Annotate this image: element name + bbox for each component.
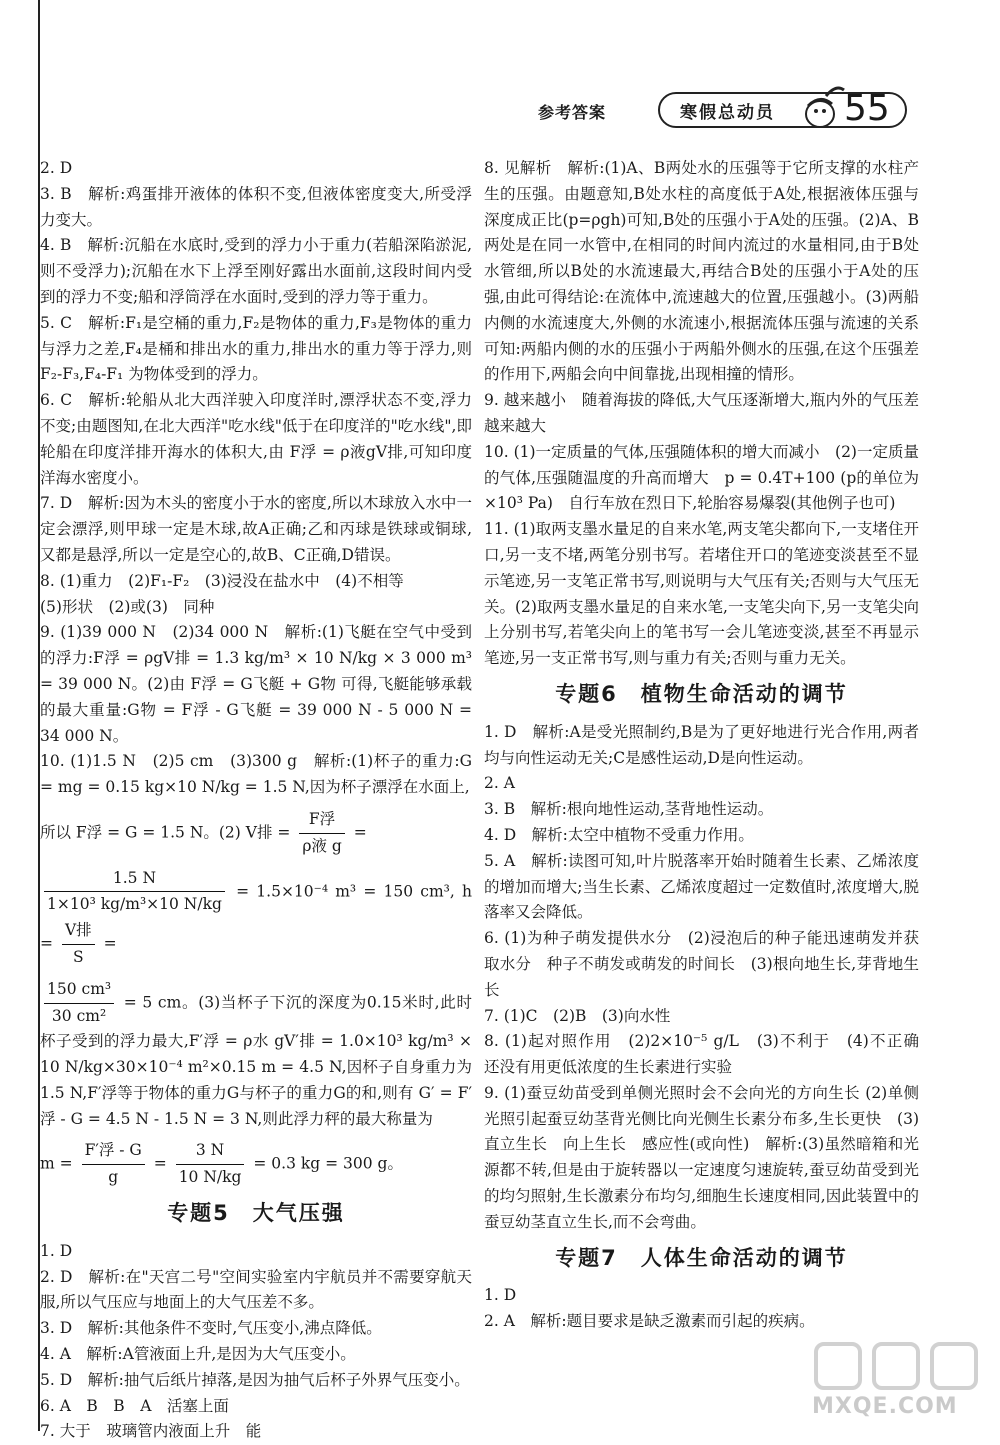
- answer-item: 9. 越来越小 随着海拔的降低,大气压逐渐增大,瓶内外的气压差越来越大: [484, 391, 919, 435]
- fraction-denominator: 1×10³ kg/m³×10 N/kg: [47, 895, 222, 914]
- right-column: [484, 156, 935, 1335]
- fraction-numerator: 3 N: [176, 1138, 245, 1165]
- answer-item: 2. D: [40, 159, 73, 177]
- answer-item: 6. A B B A 活塞上面: [40, 1396, 229, 1415]
- answer-item: 2. A: [484, 774, 515, 793]
- brand-title: 寒假总动员: [680, 103, 775, 123]
- answer-item: 1. D: [40, 1241, 73, 1260]
- left-column: [40, 156, 472, 1445]
- answer-item: (5)形状 (2)或(3) 同种: [40, 597, 215, 616]
- fraction: [62, 918, 95, 971]
- fraction: [299, 807, 344, 860]
- answer-item: 3. B 解析:根向地性运动,茎背地性运动。: [484, 800, 774, 819]
- answer-item: 5. A 解析:读图可知,叶片脱落率开始时随着生长素、乙烯浓度的增加而增大;当生长素、乙烯浓度超过一定数值时,浓度增大,脱落率又会降低。: [484, 851, 919, 922]
- watermark: [812, 1338, 992, 1426]
- fraction-denominator: 10 N/kg: [178, 1168, 242, 1187]
- answer-item: 7. 大于 玻璃管内液面上升 能: [40, 1422, 262, 1441]
- fraction: [176, 1138, 245, 1191]
- answer-item: 11. (1)取两支墨水量足的自来水笔,两支笔尖都向下,一支堵住开口,另一支不堵,两笔分别书写。若堵住开口的笔迹变淡甚至不显示笔迹,另一支笔正常书写,则说明与大气压有关;否则与大气压无关。(2)取两支墨水量足的自来水笔,一支笔尖向下,另一支笔尖向上分别书写,若笔尖向上的笔书写一会儿笔迹变淡,甚至不再显示笔迹,另一支正常书写,则与重力有关;否则与重力无关。: [484, 520, 919, 668]
- formula-line: [40, 977, 472, 1133]
- watermark-logo-icon: [812, 1338, 992, 1394]
- answer-item: 4. A 解析:A管液面上升,是因为大气压变小。: [40, 1345, 356, 1364]
- answer-item: 7. (1)C (2)B (3)向水性: [484, 1006, 671, 1025]
- fraction-numerator: 150 cm³: [44, 977, 114, 1004]
- answer-item: 6. C 解析:轮船从北大西洋驶入印度洋时,漂浮状态不变,浮力不变;由题图知,在北大西洋"吃水线"低于在印度洋的"吃水线",即轮船在印度洋排开海水的体积大,由 F浮 = ρ液gV排,可知印度洋海水密度小。: [40, 391, 472, 487]
- watermark-text: MXQE.COM: [812, 1394, 958, 1419]
- formula-text: m =: [40, 1154, 73, 1173]
- formula-text: = 1.5×10⁻⁴ m³ = 150 cm³, h =: [40, 881, 472, 953]
- page-number: 55: [844, 88, 890, 129]
- section-heading: 专题6 植物生命活动的调节: [555, 681, 848, 706]
- answer-item: 4. D 解析:太空中植物不受重力作用。: [484, 825, 754, 844]
- fraction-denominator: ρ液 g: [302, 836, 342, 855]
- answer-item: 1. D 解析:A是受光照制约,B是为了更好地进行光合作用,两者均与向性运动无关;C是感性运动,D是向性运动。: [484, 722, 919, 767]
- page-header: [538, 88, 918, 134]
- answer-item: 6. (1)为种子萌发提供水分 (2)浸泡后的种子能迅速萌发并获取水分 种子不萌发或萌发的时间长 (3)根向地生长,芽背地生长: [484, 929, 919, 999]
- fraction-numerator: F′浮 - G: [82, 1138, 145, 1165]
- answer-item: 8. (1)重力 (2)F₁-F₂ (3)浸没在盐水中 (4)不相等: [40, 571, 404, 590]
- formula-line: [40, 866, 472, 971]
- answer-item: 3. D 解析:其他条件不变时,气压变小,沸点降低。: [40, 1319, 382, 1338]
- fraction: [82, 1138, 145, 1191]
- answer-item: 8. (1)起对照作用 (2)2×10⁻⁵ g/L (3)不利于 (4)不正确 还没有用更低浓度的生长素进行实验: [484, 1032, 935, 1077]
- answer-item: 2. D 解析:在"天宫二号"空间实验室内宇航员并不需要穿航天服,所以气压应与地面上的大气压差不多。: [40, 1267, 472, 1312]
- answer-item: 9. (1)39 000 N (2)34 000 N 解析:(1)飞艇在空气中受到的浮力:F浮 = ρgV排 = 1.3 kg/m³ × 10 N/kg × 3 000 m³ = 39 000 N。(2)由 F浮 = G飞艇 + G物 可得,飞艇能够承载的最大重量:G物 = F浮 - G飞艇 = 39 000 N - 5 000 N = 34 000 N。: [40, 623, 472, 745]
- answer-item: 2. A 解析:题目要求是缺乏激素而引起的疾病。: [484, 1312, 815, 1331]
- answer-item: 5. D 解析:抽气后纸片掉落,是因为抽气后杯子外界气压变小。: [40, 1370, 470, 1389]
- answer-item: 3. B 解析:鸡蛋排开液体的体积不变,但液体密度变大,所受浮力变大。: [40, 184, 472, 229]
- fraction-denominator: S: [72, 947, 84, 966]
- formula-text: = 0.3 kg = 300 g。: [253, 1154, 403, 1173]
- fraction-numerator: V排: [62, 918, 95, 945]
- mascot-icon: [796, 82, 846, 132]
- formula-line: [40, 807, 472, 860]
- answer-item: 10. (1)一定质量的气体,压强随体积的增大而减小 (2)一定质量的气体,压强随温度的升高而增大 p = 0.4T+100 (p的单位为×10³ Pa) 自行车放在烈日下,轮胎容易爆裂(其他例子也可): [484, 442, 919, 513]
- fraction-numerator: F浮: [299, 807, 344, 834]
- fraction-denominator: 30 cm²: [51, 1006, 107, 1025]
- formula-text: = 5 cm。(3)当杯子下沉的深度为0.15米时,此时杯子受到的浮力最大,F′浮 = ρ水 gV′排 = 1.0×10³ kg/m³ × 10 N/kg×30×10⁻⁴ m²×0.15 m = 4.5 N,因杯子自身重力为1.5 N,F′浮等于物体的重力G与杯子的重力G的和,则有 G′ = F′浮 - G = 4.5 N - 1.5 N = 3 N,则此浮力秤的最大称量为: [40, 993, 472, 1128]
- section-heading: 专题7 人体生命活动的调节: [555, 1245, 848, 1270]
- fraction: [44, 866, 225, 919]
- answer-item: 4. B 解析:沉船在水底时,受到的浮力小于重力(若船深陷淤泥,则不受浮力);沉船在水下上浮至刚好露出水面前,这段时间内受到的浮力不变;船和浮筒浮在水面时,受到的浮力等于重力。: [40, 236, 472, 306]
- formula-text: =: [353, 823, 367, 842]
- formula-text: =: [153, 1154, 167, 1173]
- section-label: 参考答案: [538, 103, 607, 122]
- formula-text: 所以 F浮 = G = 1.5 N。(2) V排 =: [40, 823, 291, 842]
- answer-item: 9. (1)蚕豆幼苗受到单侧光照时会不会向光的方向生长 (2)单侧光照引起蚕豆幼茎背光侧比向光侧生长素分布多,生长更快 (3)直立生长 向上生长 感应性(或向性) 解析:(3)虽然暗箱和光源都不转,但是由于旋转器以一定速度匀速旋转,蚕豆幼苗受到光的均匀照射,生长激素分布均匀,细胞生长速度相同,因此装置中的蚕豆幼茎直立生长,而不会弯曲。: [484, 1083, 919, 1231]
- answer-item: 5. C 解析:F₁是空桶的重力,F₂是物体的重力,F₃是物体的重力与浮力之差,F₄是桶和排出水的重力,排出水的重力等于浮力,则 F₂-F₃,F₄-F₁ 为物体受到的浮力。: [40, 313, 472, 384]
- answer-item: 10. (1)1.5 N (2)5 cm (3)300 g 解析:(1)杯子的重力:G = mg = 0.15 kg×10 N/kg = 1.5 N,因为杯子漂浮在水面上,: [40, 752, 472, 797]
- fraction: [44, 977, 114, 1030]
- formula-line: [40, 1138, 472, 1191]
- fraction-denominator: g: [108, 1168, 119, 1187]
- answer-item: 8. 见解析 解析:(1)A、B两处水的压强等于它所支撑的水柱产生的压强。由题意知,B处水柱的高度低于A处,根据液体压强与深度成正比(p=ρgh)可知,B处的压强小于A处的压强。(2)A、B两处是在同一水管中,在相同的时间内流过的水量相同,由于B处水管细,所以B处的水流速最大,再结合B处的压强小于A处的压强,由此可得结论:在流体中,流速越大的位置,压强越小。(3)两船内侧的水流速度大,外侧的水流速小,根据流体压强与流速的关系可知:两船内侧的水的压强小于两船外侧水的压强,在这个压强差的作用下,两船会向中间靠拢,出现相撞的情形。: [484, 159, 919, 384]
- fraction-numerator: 1.5 N: [44, 866, 225, 893]
- answer-item: 7. D 解析:因为木头的密度小于水的密度,所以木球放入水中一定会漂浮,则甲球一定是木球,故A正确;乙和丙球是铁球或铜球,又都是悬浮,所以一定是空心的,故B、C正确,D错误。: [40, 494, 472, 564]
- section-heading: 专题5 大气压强: [167, 1201, 345, 1226]
- formula-text: =: [103, 934, 117, 953]
- answer-item: 1. D: [484, 1286, 517, 1305]
